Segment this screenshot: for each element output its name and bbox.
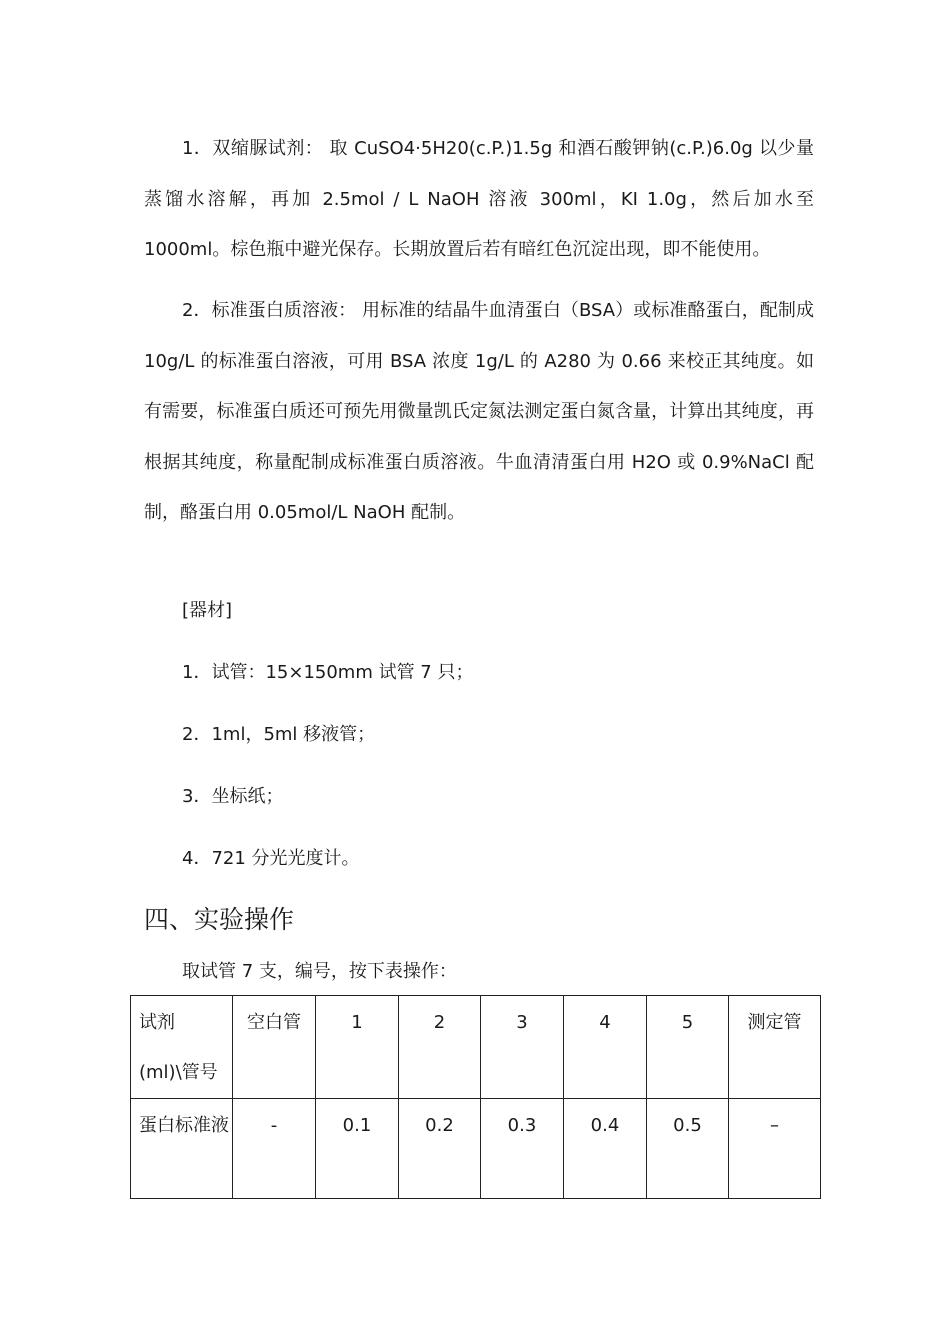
section-intro: 取试管 7 支，编号，按下表操作： — [182, 961, 457, 982]
section-heading: 四、实验操作 — [144, 905, 295, 934]
table-header-cell: 测定管 — [729, 996, 821, 1099]
standard-protein-paragraph: 2．标准蛋白质溶液： 用标准的结晶牛血清蛋白（BSA）或标准酪蛋白，配制成 10g/L 的标准蛋白溶液，可用 BSA 浓度 1g/L 的 A280 为 0.66 来校正其纯度。如有需要，标准蛋白质还可预先用微量凯氏定氮法测定蛋白氮含量，计算出其纯度，再根据其纯度，称量配制成标准蛋白质溶液。牛血清清蛋白用 H2O 或 0.9%NaCl 配制，酪蛋白用 0.05mol/L NaOH 配制。 — [144, 300, 814, 523]
table-header-cell: 4 — [564, 996, 647, 1099]
table-header-row — [131, 996, 821, 1099]
table-cell: 0.1 — [316, 1099, 399, 1199]
table-cell: 0.2 — [399, 1099, 481, 1199]
equipment-title: [器材] — [182, 600, 233, 621]
table-header-cell: 3 — [481, 996, 564, 1099]
table-cell: – — [729, 1099, 821, 1199]
table-row — [131, 1099, 821, 1199]
equipment-item: 4．721 分光光度计。 — [182, 848, 360, 869]
table-cell: 0.5 — [647, 1099, 729, 1199]
equipment-item: 2．1ml，5ml 移液管； — [182, 724, 376, 745]
equipment-item: 1．试管：15×150mm 试管 7 只； — [182, 662, 474, 683]
table-header-cell: 5 — [647, 996, 729, 1099]
operation-table — [130, 995, 821, 1199]
table-header-cell: 空白管 — [233, 996, 316, 1099]
table-cell: - — [233, 1099, 316, 1199]
table-cell: 0.4 — [564, 1099, 647, 1199]
equipment-item: 3．坐标纸； — [182, 786, 284, 807]
table-header-cell: 2 — [399, 996, 481, 1099]
table-header-cell: 试剂(ml)\管号 — [131, 996, 233, 1099]
biuret-reagent-paragraph: 1．双缩脲试剂： 取 CuSO4·5H20(c.P.)1.5g 和酒石酸钾钠(c.P.)6.0g 以少量蒸馏水溶解，再加 2.5mol / L NaOH 溶液 300ml，KI 1.0g，然后加水至 1000ml。棕色瓶中避光保存。长期放置后若有暗红色沉淀出现，即不能使用。 — [144, 138, 814, 260]
table-cell: 蛋白标准液 — [131, 1099, 233, 1199]
table-cell: 0.3 — [481, 1099, 564, 1199]
table-header-cell: 1 — [316, 996, 399, 1099]
